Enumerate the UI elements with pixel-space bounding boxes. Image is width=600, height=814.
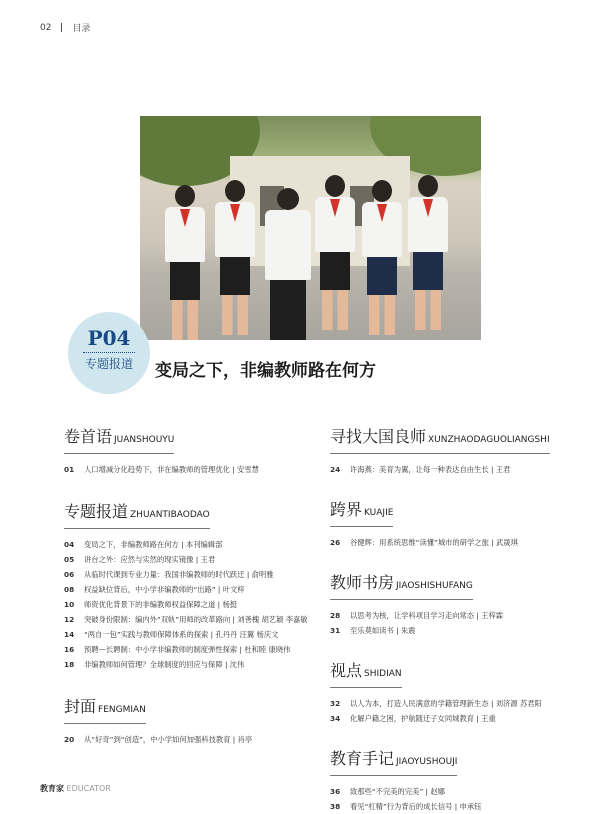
magazine-footer [40,783,111,794]
entry-page: 32 [330,699,341,708]
section-pinyin: XUNZHAODAGUOLIANGSHI [428,435,550,445]
section-title: 跨界 [330,500,363,519]
entry-page: 14 [64,630,75,639]
section-heading [330,658,402,688]
entry-page: 06 [64,570,75,579]
toc-entry[interactable] [64,597,324,612]
entry-title: 非编教师如何管理？全球制度的回应与保障 | 沈伟 [84,660,245,669]
entry-title: 谷健辉：用系统思维“读懂”城市的研学之旅 | 武晟琪 [350,538,518,547]
entry-page: 04 [64,540,75,549]
toc-entry[interactable] [330,711,570,726]
section-title: 寻找大国良师 [330,427,427,446]
entry-page: 31 [330,626,341,635]
toc-section [330,570,570,638]
entry-page: 10 [64,600,75,609]
entry-title: 从“好奇”到“创造”，中小学如何加强科技教育 | 肖亭 [84,735,253,744]
entry-page: 34 [330,714,341,723]
toc-entry[interactable] [330,784,570,799]
entry-title: 从临时代课到专业力量：我国非编教师的时代跃迁 | 俞明雅 [84,570,274,579]
entry-title: 致那些“不完美的完美” | 赵娜 [350,787,445,796]
toc-section [64,694,324,747]
toc-left-column [64,424,324,747]
toc-section [330,424,570,477]
entry-title: 化解户籍之困，护航随迁子女同城教育 | 王重 [350,714,496,723]
brand-name: 教育家 [40,784,64,793]
toc-entry[interactable] [64,462,324,477]
toc-section [330,497,570,550]
section-pinyin: SHIDIAN [364,669,402,679]
toc-entry[interactable] [64,612,324,627]
section-title: 卷首语 [64,427,113,446]
entry-title: 以思考为核，让学科项目学习走向常态 | 王梓霖 [350,611,504,620]
section-heading [64,499,210,529]
entry-page: 24 [330,465,341,474]
section-heading [330,746,457,776]
entry-page: 36 [330,787,341,796]
page-number: 02 [40,22,52,33]
toc-entry[interactable] [330,462,570,477]
section-pinyin: JIAOSHISHUFANG [396,581,473,591]
toc-entry[interactable] [330,535,570,550]
cover-photo [140,116,481,340]
entry-title: 变局之下，非编教师路在何方 | 本刊编辑部 [84,540,223,549]
section-pinyin: KUAJIE [364,508,394,518]
section-title: 教师书房 [330,573,395,592]
entry-page: 38 [330,802,341,811]
entry-page: 28 [330,611,341,620]
entry-title: 至乐莫如读书 | 朱震 [350,626,416,635]
cover-story-title: 变局之下，非编教师路在何方 [155,361,376,381]
entry-title: 师资优化背景下的非编教师权益保障之道 | 杨挺 [84,600,238,609]
toc-section [330,746,570,814]
entry-title: “两自一包”实践与教师保障体系的探索 | 孔丹丹 汪翼 杨庆文 [84,630,279,639]
section-title: 封面 [64,697,97,716]
section-heading [330,570,473,600]
toc-entry[interactable] [64,732,324,747]
page-header [40,21,90,34]
entry-title: 以人为本，打造人民满意的学籍管理新生态 | 刘济源 苏君阳 [350,699,542,708]
toc-entry[interactable] [330,696,570,711]
toc-right-column [330,424,570,814]
entry-title: 突破身份限制：编内外“双轨”用师的改革路向 | 刘善槐 胡艺颖 李嘉敏 [84,615,308,624]
entry-title: 预聘—长聘制：中小学非编教师的制度弹性探索 | 杜和睦 康晓伟 [84,645,291,654]
toc-entry[interactable] [64,642,324,657]
entry-page: 20 [64,735,75,744]
entry-title: 看见“杠精”行为背后的成长信号 | 申承钰 [350,802,482,811]
entry-page: 12 [64,615,75,624]
section-heading [330,424,550,454]
toc-entry[interactable] [64,657,324,672]
section-label: 目录 [72,24,91,34]
toc-entry[interactable] [330,623,570,638]
entry-title: 人口增减分化趋势下，非在编教师的管理优化 | 安雪慧 [84,465,259,474]
section-pinyin: JUANSHOUYU [114,435,175,445]
divider [83,352,135,353]
toc-section [330,658,570,726]
toc-entry[interactable] [64,537,324,552]
feature-section: 专题报道 [84,357,133,371]
entry-page: 01 [64,465,75,474]
section-heading [64,694,146,724]
toc-entry[interactable] [330,608,570,623]
section-pinyin: JIAOYUSHOUJI [396,757,458,767]
section-heading [64,424,174,454]
section-title: 视点 [330,661,363,680]
toc-entry[interactable] [330,799,570,814]
toc-entry[interactable] [64,627,324,642]
section-pinyin: FENGMIAN [98,705,146,715]
feature-page-code: P04 [87,326,131,350]
entry-page: 08 [64,585,75,594]
entry-title: 讲台之外：应然与实然的现实镜像 | 王君 [84,555,216,564]
section-pinyin: ZHUANTIBAODAO [130,510,210,520]
entry-title: 许海燕：美育为翼，让每一种表达自由生长 | 王君 [350,465,511,474]
toc-entry[interactable] [64,567,324,582]
entry-page: 05 [64,555,75,564]
section-heading [330,497,393,527]
section-title: 专题报道 [64,502,129,521]
toc-entry[interactable] [64,582,324,597]
entry-page: 16 [64,645,75,654]
section-title: 教育手记 [330,749,395,768]
brand-en: EDUCATOR [66,784,111,793]
entry-title: 权益缺位背后，中小学非编教师的“出路” | 叶文梓 [84,585,245,594]
toc-section [64,499,324,672]
toc-entry[interactable] [64,552,324,567]
entry-page: 18 [64,660,75,669]
toc-section [64,424,324,477]
divider [61,23,62,32]
entry-page: 26 [330,538,341,547]
feature-badge [68,312,150,394]
